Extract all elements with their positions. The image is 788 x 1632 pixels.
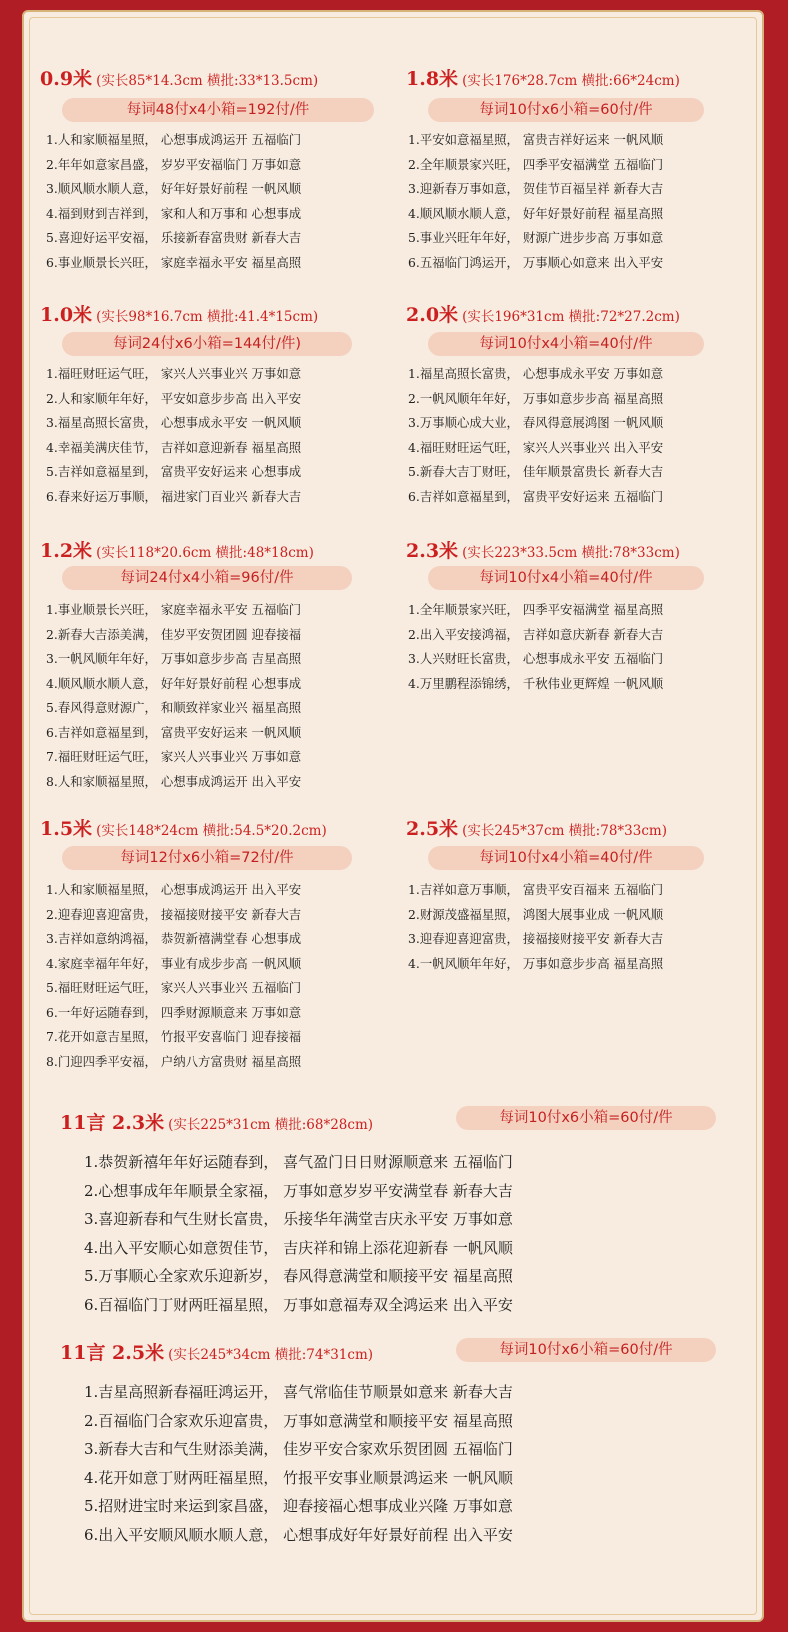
couplet-line: 6.百福临门丁财两旺福星照， 万事如意福寿双全鸿运来 出入平安 bbox=[84, 1295, 513, 1314]
couplet-line: 6.出入平安顺风顺水顺人意， 心想事成好年好景好前程 出入平安 bbox=[84, 1525, 513, 1544]
packing-badge: 每词10付x4小箱=40付/件 bbox=[428, 846, 704, 870]
couplet-line: 5.福旺财旺运气旺， 家兴人兴事业兴 五福临门 bbox=[46, 980, 302, 995]
couplet-line: 5.新春大吉丁财旺， 佳年顺景富贵长 新春大吉 bbox=[408, 464, 664, 479]
packing-badge: 每词10付x4小箱=40付/件 bbox=[428, 332, 704, 356]
couplet-list bbox=[408, 362, 663, 509]
dims-label: (实长245*37cm 横批:78*33cm) bbox=[462, 823, 667, 839]
couplet-line: 1.福旺财旺运气旺， 家兴人兴事业兴 万事如意 bbox=[46, 366, 302, 381]
couplet-line: 1.恭贺新禧年年好运随春到， 喜气盈门日日财源顺意来 五福临门 bbox=[84, 1153, 513, 1171]
dims-label: (实长85*14.3cm 横批:33*13.5cm) bbox=[96, 73, 319, 89]
packing-badge: 每词10付x6小箱=60付/件 bbox=[428, 98, 704, 122]
dims-label: (实长225*31cm 横批:68*28cm) bbox=[168, 1117, 374, 1133]
couplet-line: 4.一帆风顺年年好， 万事如意步步高 福星高照 bbox=[408, 955, 664, 971]
couplet-line: 3.人兴财旺长富贵， 心想事成永平安 五福临门 bbox=[408, 651, 664, 666]
couplet-line: 3.迎春迎喜迎富贵， 接福接财接平安 新春大吉 bbox=[408, 931, 664, 946]
couplet-line: 5.招财进宝时来运到家昌盛， 迎春接福心想事成业兴隆 万事如意 bbox=[84, 1497, 513, 1515]
couplet-line: 4.顺风顺水顺人意， 好年好景好前程 心想事成 bbox=[46, 675, 302, 691]
couplet-line: 2.出入平安接鸿福， 吉祥如意庆新春 新春大吉 bbox=[408, 626, 664, 642]
couplet-list bbox=[408, 878, 663, 976]
couplet-list bbox=[84, 1148, 513, 1319]
section-title bbox=[406, 64, 680, 91]
dims-label: (实长245*34cm 横批:74*31cm) bbox=[168, 1347, 374, 1363]
couplet-line: 5.事业兴旺年年好， 财源广进步步高 万事如意 bbox=[408, 230, 664, 245]
couplet-line: 1.全年顺景家兴旺， 四季平安福满堂 福星高照 bbox=[408, 602, 664, 617]
couplet-line: 7.福旺财旺运气旺， 家兴人兴事业兴 万事如意 bbox=[46, 749, 302, 764]
packing-badge: 每词24付x6小箱=144付/件) bbox=[62, 332, 352, 356]
couplet-line: 3.一帆风顺年年好， 万事如意步步高 吉星高照 bbox=[46, 651, 302, 666]
couplet-line: 3.顺风顺水顺人意， 好年好景好前程 一帆风顺 bbox=[46, 181, 302, 196]
section-title bbox=[40, 64, 318, 91]
couplet-line: 1.人和家顺福星照， 心想事成鸿运开 五福临门 bbox=[46, 132, 302, 147]
couplet-line: 6.吉祥如意福星到， 富贵平安好运来 五福临门 bbox=[408, 488, 664, 504]
couplet-line: 2.年年如意家昌盛， 岁岁平安福临门 万事如意 bbox=[46, 156, 302, 172]
couplet-line: 5.吉祥如意福星到， 富贵平安好运来 心想事成 bbox=[46, 464, 302, 479]
couplet-line: 2.百福临门合家欢乐迎富贵， 万事如意满堂和顺接平安 福星高照 bbox=[84, 1411, 513, 1430]
size-label: 11言 2.5米 bbox=[60, 1342, 165, 1364]
couplet-line: 5.春风得意财源广， 和顺致祥家业兴 福星高照 bbox=[46, 700, 302, 715]
couplet-line: 7.花开如意吉星照， 竹报平安喜临门 迎春接福 bbox=[46, 1029, 302, 1044]
couplet-line: 4.福旺财旺运气旺， 家兴人兴事业兴 出入平安 bbox=[408, 439, 664, 455]
couplet-line: 4.出入平安顺心如意贺佳节， 吉庆祥和锦上添花迎新春 一帆风顺 bbox=[84, 1238, 513, 1257]
couplet-list bbox=[46, 598, 301, 794]
couplet-line: 4.福到财到吉祥到， 家和人和万事和 心想事成 bbox=[46, 205, 302, 221]
couplet-line: 2.一帆风顺年年好， 万事如意步步高 福星高照 bbox=[408, 390, 664, 406]
couplet-list bbox=[408, 128, 663, 275]
dims-label: (实长148*24cm 横批:54.5*20.2cm) bbox=[96, 823, 327, 839]
section-title bbox=[406, 536, 680, 563]
couplet-line: 2.全年顺景家兴旺， 四季平安福满堂 五福临门 bbox=[408, 156, 664, 172]
size-label: 1.0米 bbox=[40, 304, 93, 326]
size-label: 11言 2.3米 bbox=[60, 1112, 165, 1134]
couplet-line: 3.迎新春万事如意， 贺佳节百福呈祥 新春大吉 bbox=[408, 181, 664, 196]
couplet-list bbox=[46, 362, 301, 509]
section-title bbox=[406, 814, 667, 841]
couplet-line: 3.福星高照长富贵， 心想事成永平安 一帆风顺 bbox=[46, 415, 302, 430]
packing-badge: 每词12付x6小箱=72付/件 bbox=[62, 846, 352, 870]
size-label: 1.8米 bbox=[406, 68, 459, 90]
packing-badge: 每词24付x4小箱=96付/件 bbox=[62, 566, 352, 590]
couplet-line: 3.新春大吉和气生财添美满， 佳岁平安合家欢乐贺团圆 五福临门 bbox=[84, 1440, 513, 1458]
size-label: 1.5米 bbox=[40, 818, 93, 840]
size-label: 2.5米 bbox=[406, 818, 459, 840]
size-label: 2.0米 bbox=[406, 304, 459, 326]
couplet-line: 4.顺风顺水顺人意， 好年好景好前程 福星高照 bbox=[408, 205, 664, 221]
section-title bbox=[40, 300, 318, 327]
couplet-line: 2.新春大吉添美满， 佳岁平安贺团圆 迎春接福 bbox=[46, 626, 302, 642]
couplet-list bbox=[84, 1378, 513, 1549]
couplet-line: 6.春来好运万事顺， 福进家门百业兴 新春大吉 bbox=[46, 488, 302, 504]
section-title bbox=[40, 814, 327, 841]
section-title bbox=[406, 300, 680, 327]
dims-label: (实长98*16.7cm 横批:41.4*15cm) bbox=[96, 309, 319, 325]
dims-label: (实长118*20.6cm 横批:48*18cm) bbox=[96, 545, 314, 561]
packing-badge: 每词48付x4小箱=192付/件 bbox=[62, 98, 374, 122]
couplet-line: 3.喜迎新春和气生财长富贵， 乐接华年满堂吉庆永平安 万事如意 bbox=[84, 1210, 513, 1228]
packing-badge: 每词10付x6小箱=60付/件 bbox=[456, 1338, 716, 1362]
couplet-line: 2.心想事成年年顺景全家福， 万事如意岁岁平安满堂春 新春大吉 bbox=[84, 1181, 513, 1200]
couplet-line: 4.家庭幸福年年好， 事业有成步步高 一帆风顺 bbox=[46, 955, 302, 971]
couplet-line: 6.吉祥如意福星到， 富贵平安好运来 一帆风顺 bbox=[46, 724, 302, 740]
dims-label: (实长196*31cm 横批:72*27.2cm) bbox=[462, 309, 680, 325]
size-label: 0.9米 bbox=[40, 68, 93, 90]
couplet-list bbox=[46, 128, 301, 275]
couplet-line: 2.人和家顺年年好， 平安如意步步高 出入平安 bbox=[46, 390, 302, 406]
couplet-line: 5.万事顺心全家欢乐迎新岁， 春风得意满堂和顺接平安 福星高照 bbox=[84, 1267, 513, 1285]
couplet-line: 1.福星高照长富贵， 心想事成永平安 万事如意 bbox=[408, 366, 664, 381]
couplet-line: 2.财源茂盛福星照， 鸿图大展事业成 一帆风顺 bbox=[408, 906, 664, 922]
dims-label: (实长176*28.7cm 横批:66*24cm) bbox=[462, 73, 680, 89]
couplet-line: 1.吉星高照新春福旺鸿运开， 喜气常临佳节顺景如意来 新春大吉 bbox=[84, 1383, 513, 1401]
couplet-line: 4.幸福美满庆佳节， 吉祥如意迎新春 福星高照 bbox=[46, 439, 302, 455]
couplet-list bbox=[408, 598, 663, 696]
size-label: 2.3米 bbox=[406, 540, 459, 562]
dims-label: (实长223*33.5cm 横批:78*33cm) bbox=[462, 545, 680, 561]
packing-badge: 每词10付x6小箱=60付/件 bbox=[456, 1106, 716, 1130]
couplet-line: 4.花开如意丁财两旺福星照， 竹报平安事业顺景鸿运来 一帆风顺 bbox=[84, 1468, 513, 1487]
couplet-line: 3.万事顺心成大业， 春风得意展鸿图 一帆风顺 bbox=[408, 415, 664, 430]
couplet-line: 6.事业顺景长兴旺， 家庭幸福永平安 福星高照 bbox=[46, 254, 302, 270]
couplet-line: 6.一年好运随春到， 四季财源顺意来 万事如意 bbox=[46, 1004, 302, 1020]
section-title bbox=[60, 1338, 373, 1365]
couplet-line: 8.人和家顺福星照， 心想事成鸿运开 出入平安 bbox=[46, 773, 302, 789]
couplet-line: 1.事业顺景长兴旺， 家庭幸福永平安 五福临门 bbox=[46, 602, 302, 617]
section-title bbox=[60, 1108, 373, 1135]
couplet-line: 5.喜迎好运平安福， 乐接新春富贵财 新春大吉 bbox=[46, 230, 302, 245]
couplet-line: 1.平安如意福星照， 富贵吉祥好运来 一帆风顺 bbox=[408, 132, 664, 147]
couplet-line: 1.人和家顺福星照， 心想事成鸿运开 出入平安 bbox=[46, 882, 302, 897]
section-title bbox=[40, 536, 314, 563]
couplet-line: 6.五福临门鸿运开， 万事顺心如意来 出入平安 bbox=[408, 254, 664, 270]
couplet-line: 1.吉祥如意万事顺， 富贵平安百福来 五福临门 bbox=[408, 882, 664, 897]
couplet-list bbox=[46, 878, 301, 1074]
couplet-line: 4.万里鹏程添锦绣， 千秋伟业更辉煌 一帆风顺 bbox=[408, 675, 664, 691]
couplet-line: 8.门迎四季平安福， 户纳八方富贵财 福星高照 bbox=[46, 1053, 302, 1069]
couplet-line: 3.吉祥如意纳鸿福， 恭贺新禧满堂春 心想事成 bbox=[46, 931, 302, 946]
size-label: 1.2米 bbox=[40, 540, 93, 562]
couplet-line: 2.迎春迎喜迎富贵， 接福接财接平安 新春大吉 bbox=[46, 906, 302, 922]
packing-badge: 每词10付x4小箱=40付/件 bbox=[428, 566, 704, 590]
